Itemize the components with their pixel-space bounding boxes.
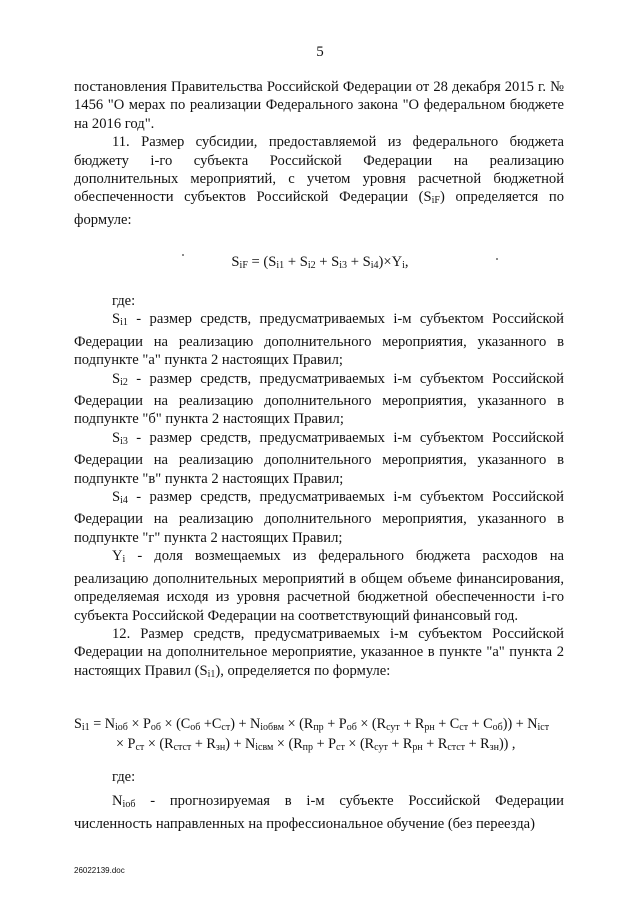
definition-si1: $S_{i1}$ - размер средств, предусматриваемых i-м субъектом Российской Федерации на реализацию дополнительного мероприятия, указанного в подпункте "а" пункта 2 настоящих Правил; xyxy=(74,311,564,369)
definitions-block xyxy=(74,292,564,684)
where-label: где: xyxy=(112,293,136,309)
intro-block xyxy=(74,78,564,229)
scan-speck xyxy=(496,258,498,260)
definitions-block-2 xyxy=(74,768,564,833)
paragraph-12: 12. Размер средств, предусматриваемых i-м субъектом Российской Федерации на дополнительное мероприятие, указанное в пункте "а" пункта 2 настоящих Правил $(S_{i1})$, определяется по формуле: xyxy=(74,625,564,680)
definition-si3: $S_{i3}$ - размер средств, предусматриваемых i-м субъектом Российской Федерации на реализацию дополнительного мероприятия, указанного в подпункте "в" пункта 2 настоящих Правил; xyxy=(74,429,564,487)
scan-speck xyxy=(182,254,184,256)
paragraph-continuation: постановления Правительства Российской Федерации от 28 декабря 2015 г. № 1456 "О мерах по реализации Федерального закона "О федеральном бюджете на 2016 год". xyxy=(74,79,564,132)
definition-si4: $S_{i4}$ - размер средств, предусматриваемых i-м субъектом Российской Федерации на реализацию дополнительного мероприятия, указанного в подпункте "г" пункта 2 настоящих Правил; xyxy=(74,489,564,546)
formula-si1 xyxy=(74,716,574,756)
definition-si2: $S_{i2}$ - размер средств, предусматриваемых i-м субъектом Российской Федерации на реализацию дополнительного мероприятия, указанного в подпункте "б" пункта 2 настоящих Правил; xyxy=(74,370,564,428)
formula-si1-line1: $S_{i1} = N_{iоб} \times P_{об} \times (C_{об} +C_{ст}) + N_{iобвм} \times (R_{пр} + P_{об} \times (R_{сут} + R_{рн} + C_{ст} + C_{об})) + N_{iст}$ xyxy=(74,716,550,733)
formula-sif: $S_{iF} = (S_{i1} + S_{i2} + S_{i3} + S_{i4})\times Y_i$, xyxy=(231,254,409,271)
file-name: 26022139.doc xyxy=(74,866,125,875)
page-number: 5 xyxy=(316,44,324,60)
definition-yi: $Y_i$ - доля возмещаемых из федерального бюджета расходов на реализацию дополнительных мероприятий в общем объеме финансирования, определяемая исходя из уровня расчетной бюджетной обеспеченности i-го субъекта Российской Федерации на соответствующий финансовый год. xyxy=(74,548,564,624)
paragraph-11: 11. Размер субсидии, предоставляемой из федерального бюджета бюджету i-го субъекта Российской Федерации на реализацию дополнительных мероприятий, с учетом уровня расчетной бюджетной обеспеченности субъектов Российской Федерации $(S_{iF})$ определяется по формуле: xyxy=(74,134,564,228)
definition-nio: $N_{iоб}$ - прогнозируемая в i-м субъекте Российской Федерации численность направленных на профессиональное обучение (без переезда) xyxy=(74,793,564,832)
formula-si1-line2: × $P_{ст} \times (R_{стст} + R_{зн}) + N_{iсвм} \times (R_{пр} + P_{ст} \times (R_{сут} + R_{рн} + R_{стст} + R_{зн}))$ , xyxy=(116,736,516,753)
where-label-2: где: xyxy=(112,769,136,785)
